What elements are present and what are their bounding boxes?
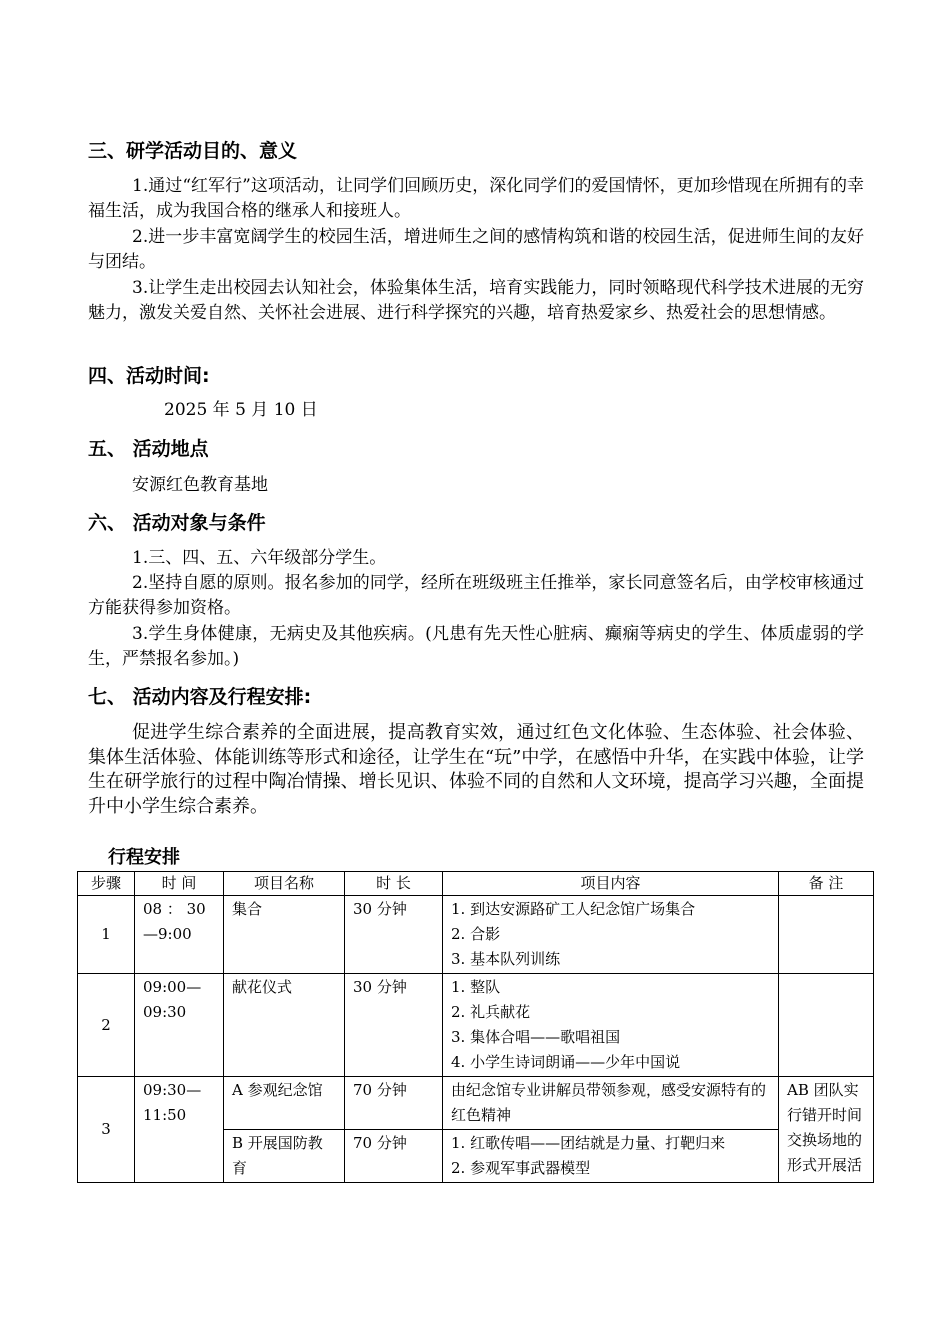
schedule-title: 行程安排 (108, 847, 180, 868)
step-cell: 2 (78, 974, 135, 1077)
content-item: 3. 集体合唱——歌唱祖国 (451, 1028, 621, 1046)
section-3-paragraph-2: 2.进一步丰富宽阔学生的校园生活，增进师生之间的感情构筑和谐的校园生活，促进师生间的友好与团结。 (88, 227, 864, 272)
table-row (78, 1077, 874, 1130)
time-cell: 08 ： 30—9:00 (135, 896, 224, 974)
section-3-heading: 三、研学活动目的、意义 (88, 140, 298, 162)
section-6-paragraph-2: 2.坚持自愿的原则。报名参加的同学，经所在班级班主任推举，家长同意签名后，由学校审核通过方能获得参加资格。 (88, 573, 864, 618)
section-6-heading: 六、 活动对象与条件 (88, 512, 266, 534)
header-time: 时 间 (135, 872, 224, 896)
step-cell: 3 (78, 1077, 135, 1183)
content-item: 2. 参观军事武器模型 (451, 1159, 591, 1177)
section-6-paragraph-1: 1.三、四、五、六年级部分学生。 (132, 548, 387, 568)
note-cell: AB 团队实行错开时间交换场地的形式开展活 (779, 1077, 874, 1183)
duration-cell: 70 分钟 (345, 1077, 443, 1130)
content-item: 2. 礼兵献花 (451, 1003, 531, 1021)
table-row (78, 896, 874, 974)
name-cell: A 参观纪念馆 (224, 1077, 345, 1130)
section-7-paragraph: 促进学生综合素养的全面进展，提高教育实效，通过红色文化体验、生态体验、社会体验、集体生活体验、体能训练等形式和途径，让学生在“玩”中学，在感悟中升华，在实践中体验，让学生在研学旅行的过程中陶冶情操、增长见识、体验不同的自然和人文环境，提高学习兴趣，全面提升中小学生综合素养。 (88, 722, 864, 817)
table-row (78, 974, 874, 1077)
section-5-heading: 五、 活动地点 (88, 438, 209, 460)
activity-place: 安源红色教育基地 (132, 475, 268, 495)
duration-cell: 70 分钟 (345, 1130, 443, 1183)
section-3-paragraph-3: 3.让学生走出校园去认知社会，体验集体生活，培育实践能力，同时领略现代科学技术进展的无穷魅力，激发关爱自然、关怀社会进展、进行科学探究的兴趣，培育热爱家乡、热爱社会的思想情感。 (88, 278, 864, 323)
header-duration: 时 长 (345, 872, 443, 896)
table-header-row (78, 872, 874, 896)
note-cell (779, 974, 874, 1077)
section-7-heading: 七、 活动内容及行程安排: (88, 686, 312, 708)
activity-date: 2025 年 5 月 10 日 (164, 400, 318, 420)
section-4-heading: 四、活动时间: (88, 365, 210, 387)
duration-cell: 30 分钟 (345, 896, 443, 974)
content-item: 4. 小学生诗词朗诵——少年中国说 (451, 1053, 681, 1071)
content-item: 1. 到达安源路矿工人纪念馆广场集合 (451, 900, 696, 918)
header-content: 项目内容 (443, 872, 779, 896)
header-note: 备 注 (779, 872, 874, 896)
section-6-paragraph-3: 3.学生身体健康，无病史及其他疾病。(凡患有先天性心脏病、癫痫等病史的学生、体质虚弱的学生，严禁报名参加。) (88, 624, 864, 669)
header-name: 项目名称 (224, 872, 345, 896)
content-cell (443, 896, 779, 974)
content-item: 3. 基本队列训练 (451, 950, 561, 968)
header-step: 步骤 (78, 872, 135, 896)
content-cell (443, 1130, 779, 1183)
content-item: 1. 红歌传唱——团结就是力量、打靶归来 (451, 1134, 726, 1152)
time-cell: 09:30—11:50 (135, 1077, 224, 1183)
name-cell: 献花仪式 (224, 974, 345, 1077)
content-item: 由纪念馆专业讲解员带领参观，感受安源特有的红色精神 (451, 1081, 767, 1124)
content-item: 2. 合影 (451, 925, 501, 943)
content-cell (443, 1077, 779, 1130)
time-cell: 09:00—09:30 (135, 974, 224, 1077)
section-3-paragraph-1: 1.通过“红军行”这项活动，让同学们回顾历史，深化同学们的爱国情怀，更加珍惜现在所拥有的幸福生活，成为我国合格的继承人和接班人。 (88, 176, 864, 221)
name-cell: 集合 (224, 896, 345, 974)
content-item: 1. 整队 (451, 978, 501, 996)
name-cell: B 开展国防教育 (224, 1130, 345, 1183)
schedule-table (77, 871, 874, 1183)
step-cell: 1 (78, 896, 135, 974)
content-cell (443, 974, 779, 1077)
duration-cell: 30 分钟 (345, 974, 443, 1077)
note-cell (779, 896, 874, 974)
